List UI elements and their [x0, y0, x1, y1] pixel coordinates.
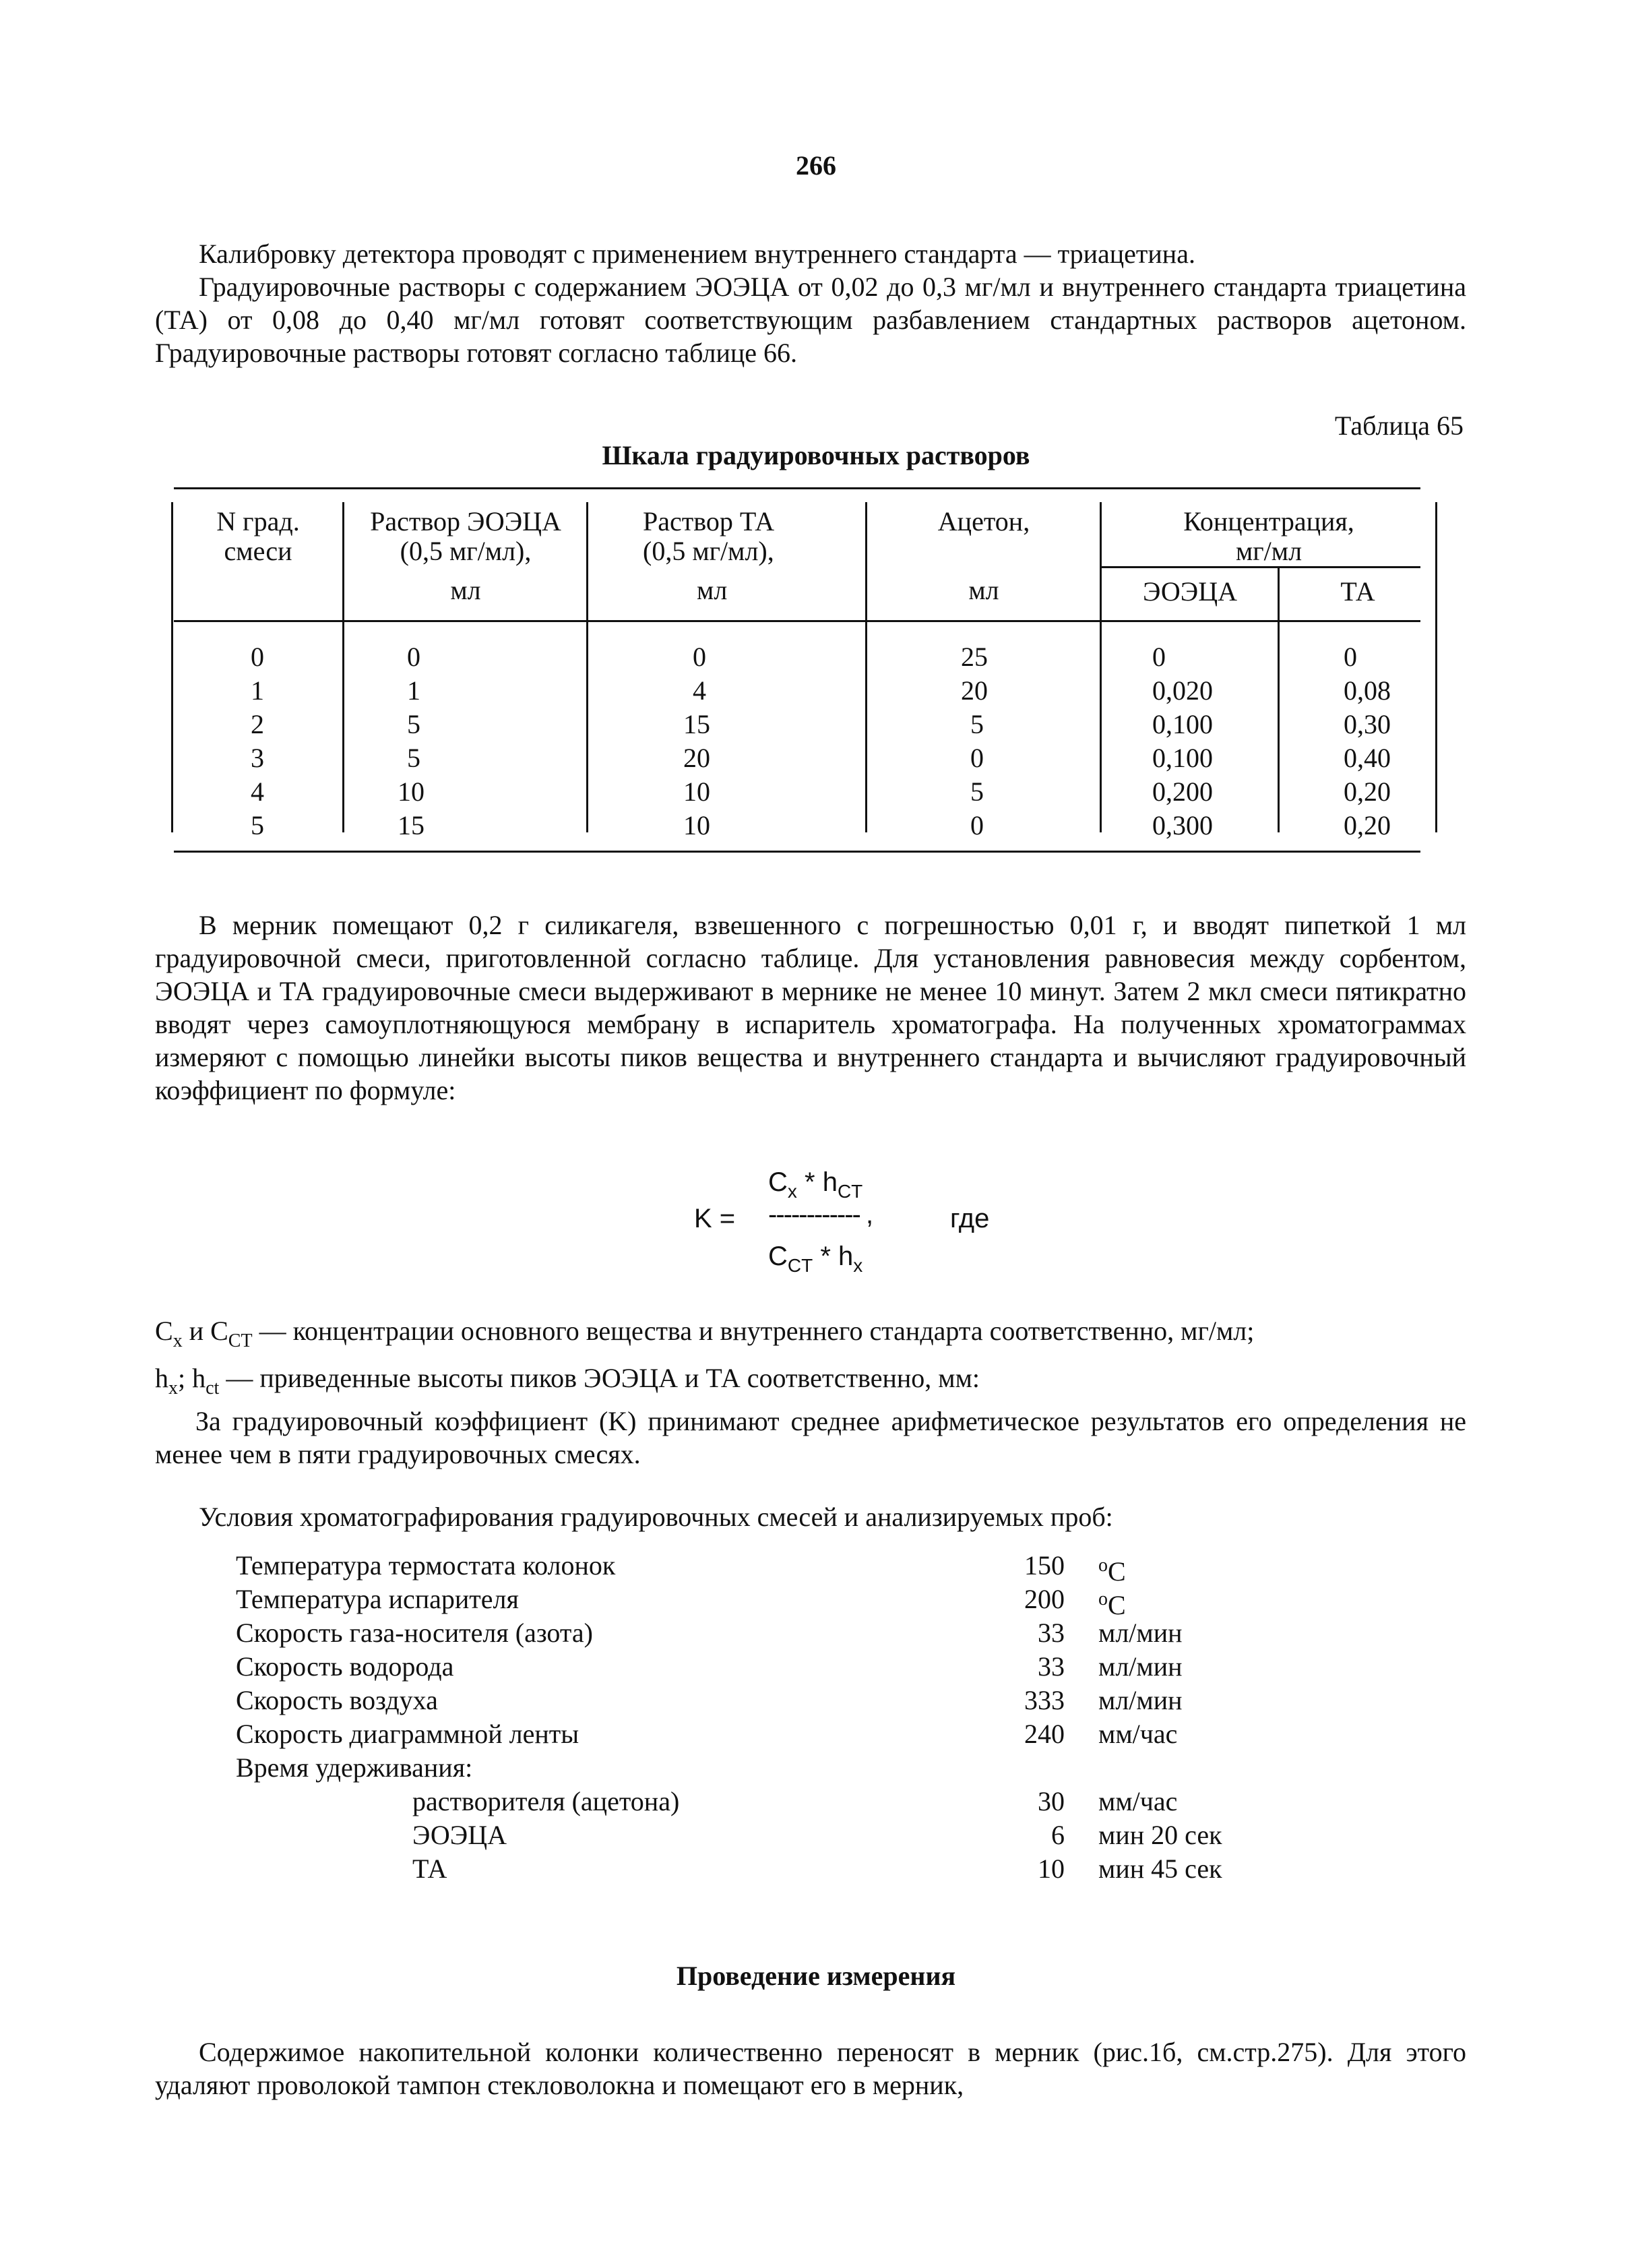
- table-vrule-1: [342, 502, 344, 832]
- formula-subscript: CT: [787, 1255, 813, 1276]
- condition-value: 333: [1024, 1685, 1065, 1715]
- retention-label: Время удерживания:: [236, 1752, 473, 1783]
- table-subheader-rule: [1100, 566, 1420, 568]
- cell-acetone-ml: 5: [970, 776, 984, 807]
- formula-numerator: [768, 1167, 862, 1202]
- table-vrule-5: [1278, 568, 1280, 832]
- header-acetone: [868, 507, 1100, 605]
- formula-subscript: CT: [837, 1181, 863, 1202]
- condition-label: Скорость диаграммной ленты: [236, 1719, 579, 1749]
- cell-mix: 0: [251, 642, 264, 672]
- header-line: N град.: [216, 506, 300, 537]
- retention-unit: мм/час: [1098, 1786, 1178, 1816]
- formula-symbol: h: [822, 1167, 838, 1197]
- intro-paragraph-1: Калибровку детектора проводят с применением внутреннего стандарта — триацетина.: [199, 239, 1195, 269]
- condition-value: 33: [1038, 1651, 1065, 1682]
- formula-operator: *: [796, 1167, 823, 1197]
- retention-substance: ТА: [412, 1853, 447, 1884]
- cell-ta-ml: 10: [683, 776, 710, 807]
- cell-conc-ta: 0,40: [1344, 743, 1391, 773]
- table-title: Шкала градуировочных растворов: [602, 440, 1030, 470]
- formula-denominator: [768, 1242, 862, 1277]
- legend-line-coefficient: За градуировочный коэффициент (K) принимают среднее арифметическое результатов его определения не менее чем в пяти градуировочных смесях.: [155, 1406, 1466, 1469]
- measurement-paragraph: Содержимое накопительной колонки количественно переносят в мерник (рис.1б, см.стр.275). Для этого удаляют проволокой тампон стекловолокна и помещают его в мерник,: [155, 2037, 1466, 2100]
- table-vrule-4: [1100, 502, 1102, 832]
- cell-mix: 4: [251, 776, 264, 807]
- cell-acetone-ml: 25: [961, 642, 988, 672]
- cell-acetone-ml: 0: [970, 743, 984, 773]
- header-conc-eoeca: ЭОЭЦА: [1143, 576, 1237, 607]
- table-bottom-rule: [174, 851, 1420, 853]
- cell-eoeca-ml: 1: [407, 675, 420, 706]
- cell-conc-eoeca: 0,100: [1152, 709, 1213, 739]
- header-line: мл: [697, 575, 728, 605]
- condition-value: 33: [1038, 1618, 1065, 1648]
- cell-acetone-ml: 5: [970, 709, 984, 739]
- unit-text: C: [1108, 1556, 1126, 1587]
- table-vrule-left: [171, 502, 173, 832]
- legend-symbol: C: [155, 1316, 173, 1346]
- cell-eoeca-ml: 0: [407, 642, 420, 672]
- header-mix-number: [174, 507, 342, 566]
- table-label: Таблица 65: [1334, 410, 1464, 441]
- formula-operator: *: [813, 1242, 839, 1271]
- retention-substance: растворителя (ацетона): [412, 1786, 680, 1816]
- formula-subscript: x: [787, 1181, 797, 1202]
- condition-value: 200: [1024, 1584, 1065, 1614]
- cell-conc-eoeca: 0,020: [1152, 675, 1213, 706]
- header-line: мл: [450, 575, 481, 605]
- header-conc-ta: ТА: [1340, 576, 1375, 607]
- cell-ta-ml: 10: [683, 810, 710, 840]
- header-line: мг/мл: [1235, 536, 1303, 566]
- legend-subscript: x: [172, 1330, 183, 1351]
- cell-conc-ta: 0: [1344, 642, 1357, 672]
- table-vrule-2: [586, 502, 588, 832]
- formula-lhs: K =: [694, 1204, 736, 1233]
- header-line: Концентрация,: [1183, 506, 1354, 537]
- header-line: смеси: [224, 536, 292, 566]
- cell-conc-ta: 0,08: [1344, 675, 1391, 706]
- cell-mix: 2: [251, 709, 264, 739]
- condition-label: Скорость водорода: [236, 1651, 454, 1682]
- legend-symbol: ; h: [178, 1363, 206, 1393]
- header-concentration: [1102, 507, 1435, 566]
- retention-value: 10: [1038, 1853, 1065, 1884]
- header-line: Раствор ЭОЭЦА: [370, 506, 561, 537]
- formula-symbol: C: [768, 1242, 788, 1271]
- cell-eoeca-ml: 5: [407, 709, 420, 739]
- condition-label: Температура термостата колонок: [236, 1550, 616, 1581]
- formula-fraction-line: ------------ ,: [768, 1200, 873, 1229]
- table-vrule-3: [865, 502, 867, 832]
- cell-ta-ml: 15: [683, 709, 710, 739]
- legend-line-concentrations: [155, 1314, 1466, 1357]
- cell-conc-ta: 0,30: [1344, 709, 1391, 739]
- legend-text: — приведенные высоты пиков ЭОЭЦА и ТА соответственно, мм:: [219, 1363, 980, 1393]
- cell-mix: 5: [251, 810, 264, 840]
- condition-label: Температура испарителя: [236, 1584, 519, 1614]
- formula-symbol: h: [838, 1242, 854, 1271]
- procedure-text: [155, 909, 1466, 1107]
- measurement-text: [155, 2035, 1466, 2102]
- legend-subscript: ct: [206, 1378, 220, 1399]
- header-line: мл: [968, 575, 999, 605]
- cell-ta-ml: 4: [693, 675, 706, 706]
- cell-conc-ta: 0,20: [1344, 810, 1391, 840]
- procedure-paragraph: В мерник помещают 0,2 г силикагеля, взвешенного с погрешностью 0,01 г, и вводят пипеткой 1 мл градуировочной смеси, приготовленной согласно таблице. Для установления равновесия между сорбентом, ЭОЭЦА и ТА градуировочные смеси выдерживают в мернике не менее 10 минут. Затем 2 мкл смеси пятикратно вводят через самоуплотняющуюся мембрану в испаритель хроматографа. На полученных хроматограммах измеряют с помощью линейки высоты пиков вещества и внутреннего стандарта и вычисляют градуировочный коэффициент по формуле:: [155, 910, 1466, 1105]
- unit-text: C: [1108, 1590, 1126, 1620]
- legend-text: — концентрации основного вещества и внутреннего стандарта соответственно, мг/мл;: [252, 1316, 1255, 1346]
- cell-conc-eoeca: 0,200: [1152, 776, 1213, 807]
- cell-conc-eoeca: 0,100: [1152, 743, 1213, 773]
- page-number: 266: [796, 150, 836, 181]
- table-top-rule: [174, 487, 1420, 489]
- condition-label: Скорость воздуха: [236, 1685, 438, 1715]
- retention-value: 30: [1038, 1786, 1065, 1816]
- section-heading: Проведение измерения: [676, 1961, 956, 1991]
- cell-eoeca-ml: 10: [398, 776, 425, 807]
- intro-text: [155, 237, 1466, 369]
- cell-conc-eoeca: 0: [1152, 642, 1166, 672]
- condition-label: Скорость газа-носителя (азота): [236, 1618, 593, 1648]
- retention-substance: ЭОЭЦА: [412, 1820, 507, 1850]
- formula-where: где: [950, 1204, 990, 1233]
- unit-superscript: o: [1098, 1589, 1108, 1610]
- header-line: (0,5 мг/мл),: [400, 536, 532, 566]
- condition-unit: мл/мин: [1098, 1651, 1183, 1682]
- header-line: Ацетон,: [937, 506, 1030, 537]
- header-line: (0,5 мг/мл),: [643, 536, 774, 566]
- condition-unit: мл/мин: [1098, 1618, 1183, 1648]
- header-eoeca-solution: [345, 507, 586, 605]
- cell-ta-ml: 0: [693, 642, 706, 672]
- retention-unit: мин 20 сек: [1098, 1820, 1222, 1850]
- conditions-intro-text: Условия хроматографирования градуировочных смесей и анализируемых проб:: [199, 1502, 1113, 1532]
- header-ta-solution: [589, 507, 865, 605]
- legend-subscript: x: [168, 1378, 178, 1399]
- cell-ta-ml: 20: [683, 743, 710, 773]
- retention-unit: мин 45 сек: [1098, 1853, 1222, 1884]
- formula-legend: [155, 1314, 1466, 1471]
- retention-value: 6: [1051, 1820, 1065, 1850]
- legend-subscript: CT: [228, 1330, 253, 1351]
- legend-line-heights: [155, 1361, 1466, 1405]
- unit-superscript: o: [1098, 1555, 1108, 1576]
- cell-conc-ta: 0,20: [1344, 776, 1391, 807]
- condition-value: 240: [1024, 1719, 1065, 1749]
- cell-acetone-ml: 0: [970, 810, 984, 840]
- cell-eoeca-ml: 5: [407, 743, 420, 773]
- cell-mix: 1: [251, 675, 264, 706]
- table-header-rule: [174, 620, 1420, 622]
- cell-eoeca-ml: 15: [398, 810, 425, 840]
- legend-symbol: и C: [182, 1316, 228, 1346]
- intro-paragraph-2: Градуировочные растворы с содержанием ЭОЭЦА от 0,02 до 0,3 мг/мл и внутреннего стандарта триацетина (ТА) от 0,08 до 0,40 мг/мл готовят соответствующим разбавлением стандартных растворов ацетоном. Градуировочные растворы готовят согласно таблице 66.: [155, 272, 1466, 368]
- legend-symbol: h: [155, 1363, 168, 1393]
- cell-mix: 3: [251, 743, 264, 773]
- table-vrule-right: [1435, 502, 1437, 832]
- formula-symbol: C: [768, 1167, 788, 1197]
- condition-unit: мм/час: [1098, 1719, 1178, 1749]
- formula-subscript: x: [853, 1255, 863, 1276]
- cell-acetone-ml: 20: [961, 675, 988, 706]
- cell-conc-eoeca: 0,300: [1152, 810, 1213, 840]
- condition-unit: мл/мин: [1098, 1685, 1183, 1715]
- header-line: Раствор ТА: [643, 506, 775, 537]
- conditions-intro: [155, 1500, 1466, 1533]
- condition-value: 150: [1024, 1550, 1065, 1581]
